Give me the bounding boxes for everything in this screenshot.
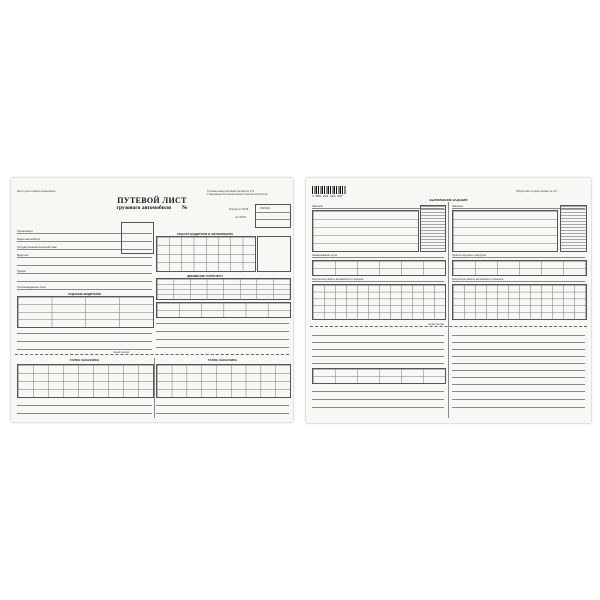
okpo-label: по ОКПО [235, 216, 246, 219]
cargo-table-right [452, 260, 587, 276]
waybill-subtitle: грузового автомобиля № [116, 205, 188, 211]
coupon-line [312, 388, 444, 392]
distance-table [156, 302, 291, 318]
fuel-header: ДВИЖЕНИЕ ГОРЮЧЕГО [187, 274, 223, 278]
section-title: ВЫПОЛНЕНИЕ ЗАДАНИЯ [429, 198, 468, 202]
tear-line-label: линия отреза [113, 351, 130, 354]
customer-row: Заказчик [312, 205, 444, 209]
coupon-line [312, 332, 444, 336]
mode-box [121, 222, 154, 254]
signature-row-6 [156, 336, 289, 340]
results-row: Результаты работы автомобиля и прицепа [312, 278, 444, 282]
tear-line-label: линия отреза [428, 323, 445, 326]
signature-row-5 [156, 328, 289, 332]
trailer-row: Прицеп [17, 270, 152, 274]
car-row: Марка автомобиля [17, 238, 152, 242]
driver-row: Водитель [17, 254, 152, 258]
signature-row-7 [156, 344, 289, 348]
cargo-table-left [312, 260, 446, 276]
coupon-line [452, 332, 585, 336]
coupon-line [312, 339, 444, 343]
coupon-table-left [312, 368, 446, 384]
coupon-line [452, 404, 585, 408]
coupon-2-row [156, 410, 289, 414]
coupon-line [452, 353, 585, 357]
customer-row-right: Заказчик [452, 205, 585, 209]
results-table-right [452, 284, 587, 320]
task-table [17, 296, 154, 328]
coupon-line [452, 396, 585, 400]
form-note: Оборотная сторона формы № 4-П [516, 190, 558, 193]
coupon-line [452, 339, 585, 343]
coupon-line [312, 346, 444, 350]
waybill-front-page [11, 178, 293, 422]
work-header: РАБОТА ВОДИТЕЛЯ И АВТОМОБИЛЯ [177, 232, 233, 236]
okud-code: 0345004 [260, 207, 271, 210]
signature-box [257, 236, 291, 272]
form-code-text: Типовая межотраслевая форма № 4-П [207, 190, 254, 193]
license-row [17, 262, 152, 266]
coupon-line [312, 353, 444, 357]
coupon-1-title: ТАЛОН ЗАКАЗЧИКА [69, 358, 100, 362]
coupon-line [452, 374, 585, 378]
results-row-right: Результаты работы автомобиля и прицепа [452, 278, 585, 282]
coupon-line [452, 388, 585, 392]
signature-row-4 [156, 320, 289, 324]
barcode-number: 4 606 224 110 807 [312, 195, 343, 198]
task-header: ЗАДАНИЕ ВОДИТЕЛЮ [67, 292, 102, 296]
points-row-right: Пункты погрузки и разгрузки [452, 254, 585, 258]
coupon-2-title: ТАЛОН ЗАКАЗЧИКА [207, 358, 238, 362]
coupon-line [452, 381, 585, 385]
escort-row: Сопровождающие лица [17, 286, 152, 290]
signature-row-3 [17, 346, 152, 350]
approved-text: Утверждена Постановлением Госкомстата России [207, 193, 268, 196]
results-table-left [312, 284, 446, 320]
tear-line [310, 326, 587, 327]
coupon-line [452, 360, 585, 364]
coupon-line [452, 346, 585, 350]
signature-row-2 [17, 338, 152, 342]
plate-row: Государственный номерной знак [17, 246, 152, 250]
codes-box [255, 204, 291, 228]
customer-table-right [452, 210, 558, 252]
org-row: Организация [17, 230, 152, 234]
signature-row-1 [17, 330, 152, 334]
waybill-back-page [306, 178, 591, 423]
coupon-line [452, 367, 585, 371]
coupon-line [312, 396, 444, 400]
coupon-line [312, 404, 444, 408]
barcode-icon [312, 186, 346, 194]
work-table [156, 236, 256, 272]
stamp-place-label: Место для штампа организации [17, 190, 56, 193]
coupon-2-row [156, 402, 289, 406]
customer-table-left [312, 210, 419, 252]
codes-column-left [420, 205, 446, 252]
coupon-line [312, 360, 444, 364]
waybill-title: ПУТЕВОЙ ЛИСТ [117, 196, 187, 205]
fuel-table [156, 278, 291, 300]
coupon-1-table [17, 364, 154, 398]
cargo-row: Наименование груза [312, 254, 444, 258]
okud-label: Форма по ОКУД [229, 208, 249, 211]
coupon-1-row [17, 410, 152, 414]
coupon-2-table [156, 364, 291, 398]
coupon-1-row [17, 402, 152, 406]
trailer-plate-row [17, 278, 152, 282]
tear-line [15, 354, 289, 355]
codes-column-right [560, 205, 587, 252]
